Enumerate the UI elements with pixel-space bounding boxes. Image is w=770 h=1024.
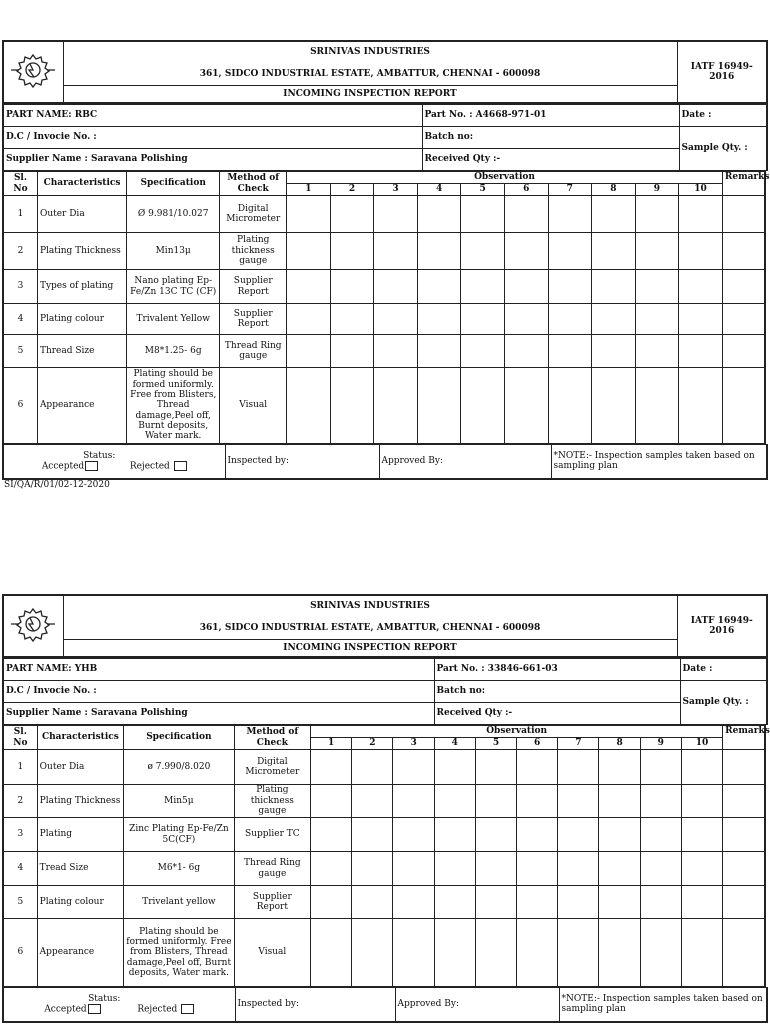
- observation-cell[interactable]: [475, 919, 516, 987]
- col-obs-9: 9: [640, 738, 681, 750]
- remarks-cell[interactable]: [723, 818, 765, 852]
- observation-cell[interactable]: [548, 270, 592, 304]
- observation-cell[interactable]: [374, 270, 418, 304]
- observation-cell[interactable]: [393, 785, 434, 818]
- remarks-cell[interactable]: [722, 270, 765, 304]
- status-label: Status:: [83, 450, 116, 461]
- date-field[interactable]: Date :: [680, 659, 767, 681]
- observation-cell[interactable]: [592, 196, 636, 233]
- observation-cell[interactable]: [352, 818, 393, 852]
- row-specification: Trivalent Yellow: [127, 304, 220, 335]
- row-specification: M6*1- 6g: [124, 852, 235, 886]
- observation-cell[interactable]: [475, 852, 516, 886]
- observation-cell[interactable]: [352, 886, 393, 919]
- remarks-cell[interactable]: [722, 196, 765, 233]
- certification-label: IATF 16949-2016: [677, 595, 767, 657]
- observation-cell[interactable]: [592, 233, 636, 270]
- observation-cell[interactable]: [504, 270, 548, 304]
- accepted-label: Accepted: [44, 1004, 87, 1015]
- row-method: Supplier TC: [234, 818, 310, 852]
- part-name: PART NAME: YHB: [3, 659, 434, 681]
- observation-cell[interactable]: [599, 785, 640, 818]
- observation-cell[interactable]: [640, 919, 681, 987]
- observation-cell[interactable]: [417, 196, 461, 233]
- row-characteristic: Plating Thickness: [37, 785, 123, 818]
- observation-cell[interactable]: [681, 886, 722, 919]
- col-obs-8: 8: [592, 184, 636, 196]
- table-row: [3, 750, 765, 785]
- sampling-note: *NOTE:- Inspection samples taken based on sampling plan: [551, 445, 767, 479]
- row-specification: Plating should be formed uniformly. Free from Blisters, Thread damage,Peel off, Burnt deposits, Water mark.: [127, 368, 220, 444]
- col-obs-7: 7: [548, 184, 592, 196]
- observation-cell[interactable]: [640, 852, 681, 886]
- inspection-table: [2, 725, 770, 987]
- observation-cell[interactable]: [635, 368, 679, 444]
- observation-cell[interactable]: [287, 335, 331, 368]
- observation-cell[interactable]: [475, 886, 516, 919]
- col-obs-8: 8: [599, 738, 640, 750]
- observation-cell[interactable]: [548, 335, 592, 368]
- remarks-cell[interactable]: [723, 919, 765, 987]
- row-specification: Ø 9.981/10.027: [127, 196, 220, 233]
- observation-cell[interactable]: [635, 335, 679, 368]
- col-obs-1: 1: [311, 738, 352, 750]
- form-footer: [2, 987, 768, 1023]
- observation-cell[interactable]: [504, 196, 548, 233]
- col-obs-6: 6: [517, 738, 558, 750]
- observation-cell[interactable]: [679, 270, 723, 304]
- col-obs-7: 7: [558, 738, 599, 750]
- row-method: Digital Micrometer: [234, 750, 310, 785]
- observation-cell[interactable]: [679, 368, 723, 444]
- inspection-form-2: [2, 594, 770, 1023]
- observation-cell[interactable]: [287, 304, 331, 335]
- observation-cell[interactable]: [635, 233, 679, 270]
- table-row: [3, 233, 765, 270]
- row-sl-no: 5: [3, 335, 37, 368]
- observation-cell[interactable]: [548, 304, 592, 335]
- observation-cell[interactable]: [330, 233, 374, 270]
- observation-cell[interactable]: [374, 368, 418, 444]
- company-name: SRINIVAS INDUSTRIES: [63, 41, 677, 63]
- col-sl-no: Sl. No: [3, 726, 37, 750]
- observation-cell[interactable]: [475, 818, 516, 852]
- col-obs-2: 2: [352, 738, 393, 750]
- observation-cell[interactable]: [517, 785, 558, 818]
- received-qty-field[interactable]: Received Qty :-: [434, 703, 680, 725]
- col-method: Method of Check: [220, 172, 287, 196]
- observation-cell[interactable]: [287, 233, 331, 270]
- observation-cell[interactable]: [393, 750, 434, 785]
- remarks-cell[interactable]: [723, 886, 765, 919]
- observation-cell[interactable]: [558, 919, 599, 987]
- row-sl-no: 1: [3, 750, 37, 785]
- observation-cell[interactable]: [504, 304, 548, 335]
- observation-cell[interactable]: [681, 785, 722, 818]
- remarks-cell[interactable]: [723, 852, 765, 886]
- observation-cell[interactable]: [311, 785, 352, 818]
- observation-cell[interactable]: [330, 304, 374, 335]
- observation-cell[interactable]: [374, 335, 418, 368]
- observation-cell[interactable]: [434, 818, 475, 852]
- table-row: [3, 304, 765, 335]
- col-obs-10: 10: [679, 184, 723, 196]
- observation-cell[interactable]: [352, 919, 393, 987]
- row-method: Thread Ring gauge: [220, 335, 287, 368]
- rejected-checkbox[interactable]: [174, 461, 187, 471]
- supplier-name: Supplier Name : Saravana Polishing: [3, 149, 422, 171]
- row-method: Supplier Report: [220, 304, 287, 335]
- col-obs-4: 4: [434, 738, 475, 750]
- supplier-name: Supplier Name : Saravana Polishing: [3, 703, 434, 725]
- document-code: SI/QA/R/01/02-12-2020: [4, 479, 110, 490]
- rejected-checkbox[interactable]: [181, 1004, 194, 1014]
- observation-cell[interactable]: [311, 919, 352, 987]
- col-specification: Specification: [127, 172, 220, 196]
- row-method: Plating thickness gauge: [220, 233, 287, 270]
- col-obs-5: 5: [475, 738, 516, 750]
- row-characteristic: Tread Size: [37, 852, 123, 886]
- observation-cell[interactable]: [640, 886, 681, 919]
- observation-cell[interactable]: [558, 785, 599, 818]
- row-specification: M8*1.25- 6g: [127, 335, 220, 368]
- observation-cell[interactable]: [558, 852, 599, 886]
- table-row: [3, 886, 765, 919]
- observation-cell[interactable]: [592, 335, 636, 368]
- remarks-cell[interactable]: [723, 750, 765, 785]
- observation-cell[interactable]: [352, 750, 393, 785]
- observation-cell[interactable]: [311, 852, 352, 886]
- observation-cell[interactable]: [517, 919, 558, 987]
- col-remarks: Remarks: [722, 172, 765, 196]
- row-specification: Nano plating Ep-Fe/Zn 13C TC (CF): [127, 270, 220, 304]
- row-method: Digital Micrometer: [220, 196, 287, 233]
- observation-cell[interactable]: [417, 304, 461, 335]
- part-number: Part No. : 33846-661-03: [434, 659, 680, 681]
- observation-cell[interactable]: [287, 196, 331, 233]
- col-obs-1: 1: [287, 184, 331, 196]
- observation-cell[interactable]: [287, 368, 331, 444]
- observation-cell[interactable]: [517, 886, 558, 919]
- received-qty-field[interactable]: Received Qty :-: [422, 149, 679, 171]
- observation-cell[interactable]: [330, 335, 374, 368]
- row-characteristic: Outer Dia: [37, 750, 123, 785]
- company-address: 361, SIDCO INDUSTRIAL ESTATE, AMBATTUR, CHENNAI - 600098: [63, 617, 677, 639]
- observation-cell[interactable]: [635, 270, 679, 304]
- observation-cell[interactable]: [417, 335, 461, 368]
- observation-cell[interactable]: [434, 750, 475, 785]
- observation-cell[interactable]: [330, 270, 374, 304]
- part-number: Part No. : A4668-971-01: [422, 105, 679, 127]
- observation-cell[interactable]: [504, 335, 548, 368]
- row-method: Plating thickness gauge: [234, 785, 310, 818]
- observation-cell[interactable]: [287, 270, 331, 304]
- col-obs-5: 5: [461, 184, 505, 196]
- observation-cell[interactable]: [599, 852, 640, 886]
- remarks-cell[interactable]: [723, 785, 765, 818]
- remarks-cell[interactable]: [722, 304, 765, 335]
- company-logo: [3, 41, 63, 103]
- col-obs-3: 3: [374, 184, 418, 196]
- row-sl-no: 1: [3, 196, 37, 233]
- col-remarks: Remarks: [723, 726, 765, 750]
- observation-cell[interactable]: [434, 886, 475, 919]
- col-observation: Observation: [311, 726, 723, 738]
- row-method: Visual: [220, 368, 287, 444]
- remarks-cell[interactable]: [722, 335, 765, 368]
- row-characteristic: Types of plating: [37, 270, 126, 304]
- row-characteristic: Thread Size: [37, 335, 126, 368]
- dc-invoice-field[interactable]: D.C / Invocie No. :: [3, 127, 422, 149]
- observation-cell[interactable]: [599, 886, 640, 919]
- observation-cell[interactable]: [461, 335, 505, 368]
- certification-label: IATF 16949-2016: [677, 41, 767, 103]
- observation-cell[interactable]: [548, 368, 592, 444]
- row-sl-no: 3: [3, 818, 37, 852]
- row-sl-no: 6: [3, 919, 37, 987]
- col-obs-3: 3: [393, 738, 434, 750]
- observation-cell[interactable]: [592, 368, 636, 444]
- observation-cell[interactable]: [461, 233, 505, 270]
- company-logo: [3, 595, 63, 657]
- observation-cell[interactable]: [517, 750, 558, 785]
- table-row: [3, 196, 765, 233]
- form-header: [2, 40, 768, 104]
- batch-no-field[interactable]: Batch no:: [422, 127, 679, 149]
- observation-cell[interactable]: [635, 304, 679, 335]
- row-characteristic: Plating Thickness: [37, 233, 126, 270]
- observation-cell[interactable]: [681, 919, 722, 987]
- form-header: [2, 594, 768, 658]
- observation-cell[interactable]: [640, 818, 681, 852]
- col-characteristics: Characteristics: [37, 726, 123, 750]
- col-obs-2: 2: [330, 184, 374, 196]
- observation-cell[interactable]: [635, 196, 679, 233]
- col-specification: Specification: [124, 726, 235, 750]
- observation-cell[interactable]: [599, 818, 640, 852]
- batch-no-field[interactable]: Batch no:: [434, 681, 680, 703]
- row-sl-no: 2: [3, 785, 37, 818]
- observation-cell[interactable]: [592, 304, 636, 335]
- row-sl-no: 4: [3, 304, 37, 335]
- observation-cell[interactable]: [393, 919, 434, 987]
- observation-cell[interactable]: [681, 818, 722, 852]
- dc-invoice-field[interactable]: D.C / Invocie No. :: [3, 681, 434, 703]
- row-method: Visual: [234, 919, 310, 987]
- inspected-by-field[interactable]: Inspected by:: [225, 445, 379, 479]
- form-footer: [2, 444, 768, 480]
- observation-cell[interactable]: [461, 270, 505, 304]
- approved-by-field[interactable]: Approved By:: [395, 988, 559, 1022]
- row-method: Supplier Report: [220, 270, 287, 304]
- inspection-form-1: [2, 40, 770, 490]
- observation-cell[interactable]: [374, 304, 418, 335]
- table-row: [3, 270, 765, 304]
- observation-cell[interactable]: [461, 304, 505, 335]
- sampling-note: *NOTE:- Inspection samples taken based on sampling plan: [559, 988, 767, 1022]
- observation-cell[interactable]: [592, 270, 636, 304]
- approved-by-field[interactable]: Approved By:: [379, 445, 551, 479]
- part-name: PART NAME: RBC: [3, 105, 422, 127]
- row-method: Supplier Report: [234, 886, 310, 919]
- observation-cell[interactable]: [311, 818, 352, 852]
- observation-cell[interactable]: [352, 852, 393, 886]
- table-row: [3, 818, 765, 852]
- table-row: [3, 335, 765, 368]
- report-title: INCOMING INSPECTION REPORT: [63, 639, 677, 657]
- observation-cell[interactable]: [558, 750, 599, 785]
- observation-cell[interactable]: [311, 886, 352, 919]
- observation-cell[interactable]: [374, 196, 418, 233]
- accepted-label: Accepted: [41, 461, 85, 472]
- row-characteristic: Outer Dia: [37, 196, 126, 233]
- row-specification: Min5μ: [124, 785, 235, 818]
- observation-cell[interactable]: [434, 785, 475, 818]
- table-row: [3, 368, 765, 444]
- observation-cell[interactable]: [517, 852, 558, 886]
- observation-cell[interactable]: [517, 818, 558, 852]
- observation-cell[interactable]: [434, 919, 475, 987]
- observation-cell[interactable]: [417, 270, 461, 304]
- row-characteristic: Plating colour: [37, 886, 123, 919]
- company-name: SRINIVAS INDUSTRIES: [63, 595, 677, 617]
- row-specification: ø 7.990/8.020: [124, 750, 235, 785]
- row-sl-no: 5: [3, 886, 37, 919]
- col-characteristics: Characteristics: [37, 172, 126, 196]
- observation-cell[interactable]: [311, 750, 352, 785]
- observation-cell[interactable]: [681, 852, 722, 886]
- observation-cell[interactable]: [558, 886, 599, 919]
- inspection-table: [2, 171, 770, 444]
- company-address: 361, SIDCO INDUSTRIAL ESTATE, AMBATTUR, CHENNAI - 600098: [63, 63, 677, 85]
- col-obs-9: 9: [635, 184, 679, 196]
- row-sl-no: 2: [3, 233, 37, 270]
- observation-cell[interactable]: [558, 818, 599, 852]
- observation-cell[interactable]: [352, 785, 393, 818]
- observation-cell[interactable]: [393, 852, 434, 886]
- inspected-by-field[interactable]: Inspected by:: [235, 988, 395, 1022]
- observation-cell[interactable]: [599, 750, 640, 785]
- row-characteristic: Plating colour: [37, 304, 126, 335]
- observation-cell[interactable]: [599, 919, 640, 987]
- observation-cell[interactable]: [679, 335, 723, 368]
- row-sl-no: 3: [3, 270, 37, 304]
- row-characteristic: Plating: [37, 818, 123, 852]
- observation-cell[interactable]: [475, 785, 516, 818]
- observation-cell[interactable]: [504, 233, 548, 270]
- table-row: [3, 919, 765, 987]
- part-info: [2, 104, 768, 171]
- row-sl-no: 4: [3, 852, 37, 886]
- row-specification: Trivelant yellow: [124, 886, 235, 919]
- part-info: [2, 658, 768, 725]
- col-obs-10: 10: [681, 738, 722, 750]
- observation-cell[interactable]: [461, 368, 505, 444]
- col-method: Method of Check: [234, 726, 310, 750]
- remarks-cell[interactable]: [722, 233, 765, 270]
- observation-cell[interactable]: [640, 750, 681, 785]
- observation-cell[interactable]: [548, 233, 592, 270]
- status-section: [3, 988, 235, 1022]
- observation-cell[interactable]: [417, 368, 461, 444]
- row-method: Thread Ring gauge: [234, 852, 310, 886]
- observation-cell[interactable]: [417, 233, 461, 270]
- col-sl-no: Sl. No: [3, 172, 37, 196]
- col-obs-6: 6: [504, 184, 548, 196]
- observation-cell[interactable]: [504, 368, 548, 444]
- observation-cell[interactable]: [330, 196, 374, 233]
- observation-cell[interactable]: [475, 750, 516, 785]
- observation-cell[interactable]: [461, 196, 505, 233]
- observation-cell[interactable]: [681, 750, 722, 785]
- observation-cell[interactable]: [640, 785, 681, 818]
- observation-cell[interactable]: [679, 196, 723, 233]
- observation-cell[interactable]: [434, 852, 475, 886]
- status-label: Status:: [88, 993, 121, 1004]
- gear-logo-icon: [8, 52, 58, 88]
- remarks-cell[interactable]: [722, 368, 765, 444]
- observation-cell[interactable]: [374, 233, 418, 270]
- col-obs-4: 4: [417, 184, 461, 196]
- observation-cell[interactable]: [679, 304, 723, 335]
- row-characteristic: Appearance: [37, 368, 126, 444]
- status-section: [3, 445, 225, 479]
- observation-cell[interactable]: [330, 368, 374, 444]
- observation-cell[interactable]: [679, 233, 723, 270]
- row-specification: Plating should be formed uniformly. Free from Blisters, Thread damage,Peel off, Burnt deposits, Water mark.: [124, 919, 235, 987]
- report-title: INCOMING INSPECTION REPORT: [63, 85, 677, 103]
- observation-cell[interactable]: [548, 196, 592, 233]
- table-row: [3, 852, 765, 886]
- observation-cell[interactable]: [393, 886, 434, 919]
- row-sl-no: 6: [3, 368, 37, 444]
- row-characteristic: Appearance: [37, 919, 123, 987]
- rejected-label: Rejected: [137, 1004, 178, 1015]
- sample-qty-field[interactable]: Sample Qty. :: [680, 681, 767, 725]
- gear-logo-icon: [8, 606, 58, 642]
- row-specification: Zinc Plating Ep-Fe/Zn 5C(CF): [124, 818, 235, 852]
- col-observation: Observation: [287, 172, 723, 184]
- date-field[interactable]: Date :: [679, 105, 767, 127]
- accepted-checkbox[interactable]: [88, 1004, 101, 1014]
- rejected-label: Rejected: [129, 461, 170, 472]
- accepted-checkbox[interactable]: [85, 461, 98, 471]
- row-specification: Min13μ: [127, 233, 220, 270]
- table-row: [3, 785, 765, 818]
- observation-cell[interactable]: [393, 818, 434, 852]
- sample-qty-field[interactable]: Sample Qty. :: [679, 127, 767, 171]
